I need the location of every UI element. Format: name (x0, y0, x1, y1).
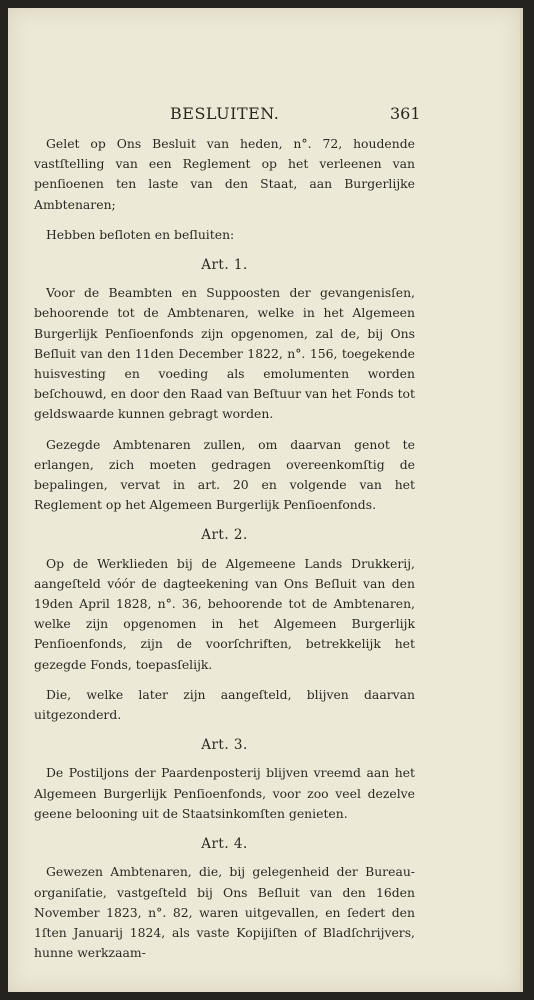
paragraph-preamble: Gelet op Ons Besluit van heden, n°. 72, houdende vastſtelling van een Reglement op het verleenen van penſioenen ten laste van den Staat, aan Burgerlijke Ambtenaren; (34, 136, 415, 212)
article-2-paragraph-2: Die, welke later zijn aangeſteld, blijven daarvan uitgezonderd. (34, 686, 415, 723)
article-4-paragraph-1: Gewezen Ambtenaren, die, bij gelegenheid der Bureau-organiſatie, vastgeſteld bij Ons Beſluit van den 16den November 1823, n°. 82, waren uitgevallen, en ſedert den 1ſten Januarij 1824, als vaste Kopijiſten of Bladſchrijvers, hunne werkzaam- (34, 864, 415, 961)
running-header (8, 104, 520, 128)
article-3-paragraph-1: De Postiljons der Paardenposterij blijven vreemd aan het Algemeen Burgerlijk Penſioenfonds, voor zoo veel dezelve geene belooning uit de Staatsinkomſten genieten. (34, 765, 415, 821)
article-1-paragraph-2: Gezegde Ambtenaren zullen, om daarvan genot te erlangen, zich moeten gedragen overeenkomſtig de bepalingen, vervat in art. 20 en volgende van het Reglement op het Algemeen Burgerlijk Penſioenfonds. (34, 436, 415, 513)
running-title: BESLUITEN. (170, 104, 280, 123)
paragraph-resolution: Hebben beſloten en beſluiten: (46, 226, 235, 242)
page-body (34, 134, 415, 973)
article-heading-2: Art. 2. (201, 527, 248, 544)
article-heading-1: Art. 1. (201, 257, 248, 274)
article-heading-4: Art. 4. (201, 836, 248, 853)
book-page (8, 8, 523, 992)
article-heading-3: Art. 3. (201, 737, 248, 754)
article-2-paragraph-1: Op de Werklieden bij de Algemeene Lands Drukkerij, aangeſteld vóór de dagteekening van Ons Beſluit van den 19den April 1828, n°. 36, behoorende tot de Ambtenaren, welke zijn opgenomen in het Algemeen Burgerlijk Penſioenfonds, zijn de voorſchriften, betrekkelijk het gezegde Fonds, toepasſelijk. (34, 555, 415, 672)
article-1-paragraph-1: Voor de Beambten en Suppoosten der gevangenisſen, behoorende tot de Ambtenaren, welke in het Algemeen Burgerlijk Penſioenfonds zijn opgenomen, zal de, bij Ons Beſluit van den 11den December 1822, n°. 156, toegekende huisvesting en voeding als emolumenten worden beſchouwd, en door den Raad van Beſtuur van het Fonds tot geldswaarde kunnen gebragt worden. (34, 285, 415, 422)
page-number: 361 (390, 104, 421, 123)
